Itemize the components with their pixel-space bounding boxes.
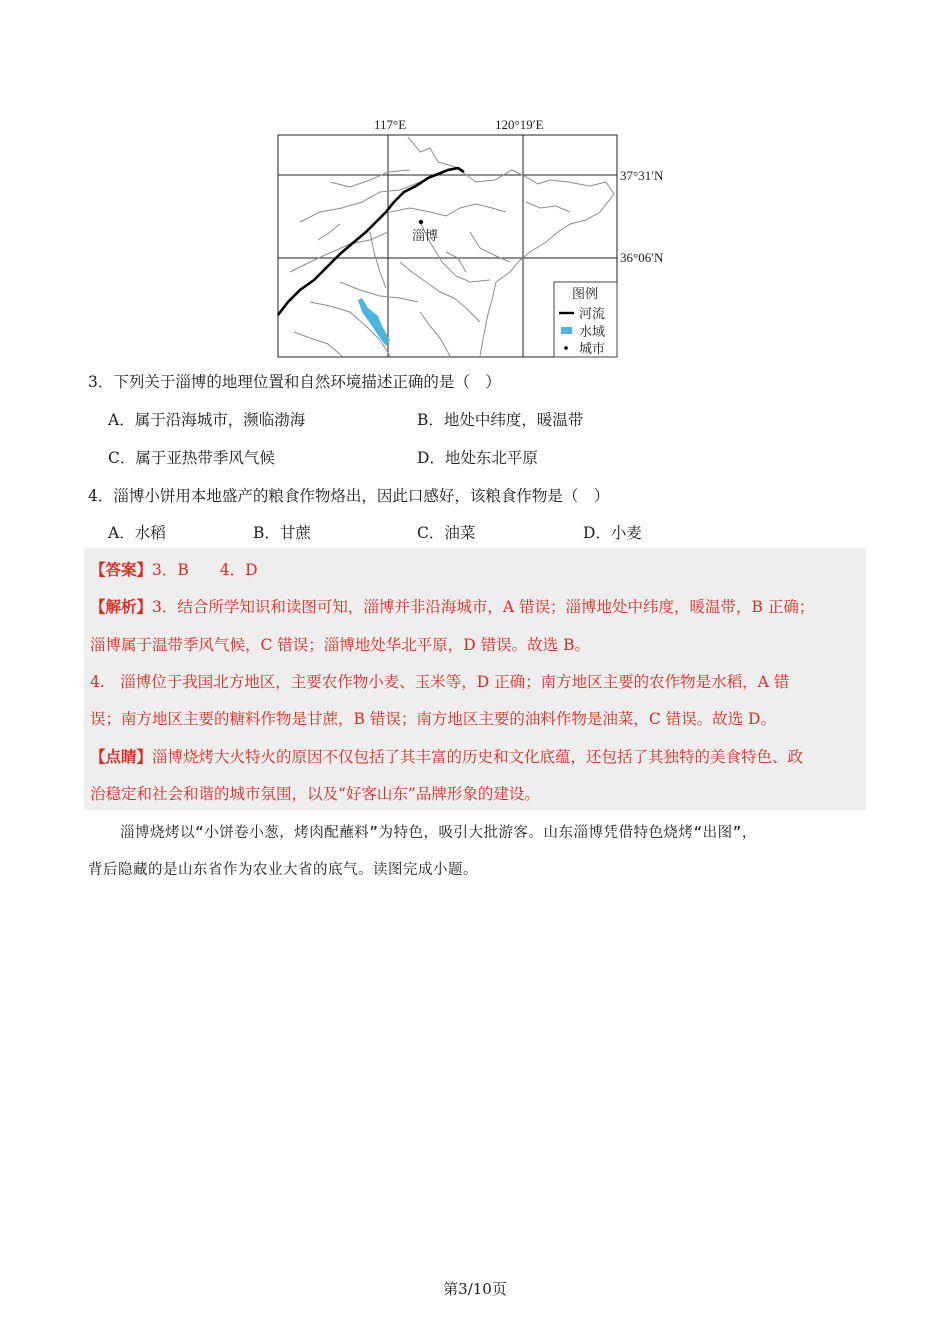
q4-option-d[interactable]: D．小麦	[583, 524, 642, 542]
answer-line	[90, 558, 258, 580]
map-legend	[554, 282, 617, 357]
city-label: 淄博	[412, 229, 439, 244]
q4-stem: 4．淄博小饼用本地盛产的粮食作物烙出，因此口感好，该粮食作物是（ ）	[88, 487, 610, 505]
tip-line-1	[90, 745, 803, 767]
lon-label-117: 117°E	[374, 117, 407, 132]
water-area	[358, 298, 390, 346]
city-dot	[419, 220, 423, 224]
q3-option-a[interactable]: A．属于沿海城市，濒临渤海	[108, 411, 306, 429]
passage-line-2: 背后隐藏的是山东省作为农业大省的底气。读图完成小题。	[88, 862, 478, 878]
q3-option-d[interactable]: D．地处东北平原	[417, 449, 538, 467]
legend-river-label: 河流	[579, 307, 606, 322]
analysis-line-1	[90, 595, 814, 617]
q3-option-b[interactable]: B．地处中纬度，暖温带	[417, 411, 584, 429]
q4-option-c[interactable]: C．油菜	[417, 524, 476, 542]
tip-tag: 【点睛】	[90, 747, 153, 766]
lon-label-120: 120°19′E	[495, 117, 544, 132]
analysis-tag: 【解析】	[90, 597, 153, 616]
tip-text-1: 淄博烧烤大火特火的原因不仅包括了其丰富的历史和文化底蕴，还包括了其独特的美食特色、政	[152, 748, 804, 766]
water-area-icon	[561, 327, 572, 334]
q3-option-c[interactable]: C．属于亚热带季风气候	[108, 449, 275, 467]
q4-option-b[interactable]: B．甘蔗	[253, 524, 311, 542]
lat-label-37: 37°31′N	[620, 168, 664, 183]
analysis-line-3: 4. 淄博位于我国北方地区，主要农作物小麦、玉米等，D 正确；南方地区主要的农作物是水稻，A 错	[90, 673, 790, 691]
legend-water-label: 水域	[579, 325, 606, 340]
answer-tag: 【答案】	[90, 560, 153, 579]
lat-label-36: 36°06′N	[620, 250, 664, 265]
passage-line-1: 淄博烧烤以“小饼卷小葱，烤肉配蘸料”为特色，吸引大批游客。山东淄博凭借特色烧烤“出图”，	[120, 825, 757, 841]
map-svg	[270, 112, 690, 362]
legend-title: 图例	[572, 287, 599, 302]
q3-stem: 3．下列关于淄博的地理位置和自然环境描述正确的是（ ）	[88, 373, 501, 391]
page-number: 第3/10页	[443, 1280, 507, 1298]
answer-text: 3．B 4．D	[152, 561, 258, 579]
q4-option-a[interactable]: A．水稻	[108, 524, 166, 542]
analysis-line-2: 淄博属于温带季风气候，C 错误；淄博地处华北平原，D 错误。故选 B。	[90, 636, 590, 654]
city-dot-icon	[564, 346, 568, 350]
analysis-text-1: 3．结合所学知识和读图可知，淄博并非沿海城市，A 错误；淄博地处中纬度，暖温带，B 正确；	[152, 598, 815, 616]
tip-line-2: 治稳定和社会和谐的城市氛围，以及“好客山东”品牌形象的建设。	[90, 785, 540, 803]
legend-city-label: 城市	[579, 342, 606, 357]
analysis-line-4: 误；南方地区主要的糖料作物是甘蔗，B 错误；南方地区主要的油料作物是油菜，C 错误。故选 D。	[90, 710, 776, 728]
shandong-map	[270, 112, 690, 362]
